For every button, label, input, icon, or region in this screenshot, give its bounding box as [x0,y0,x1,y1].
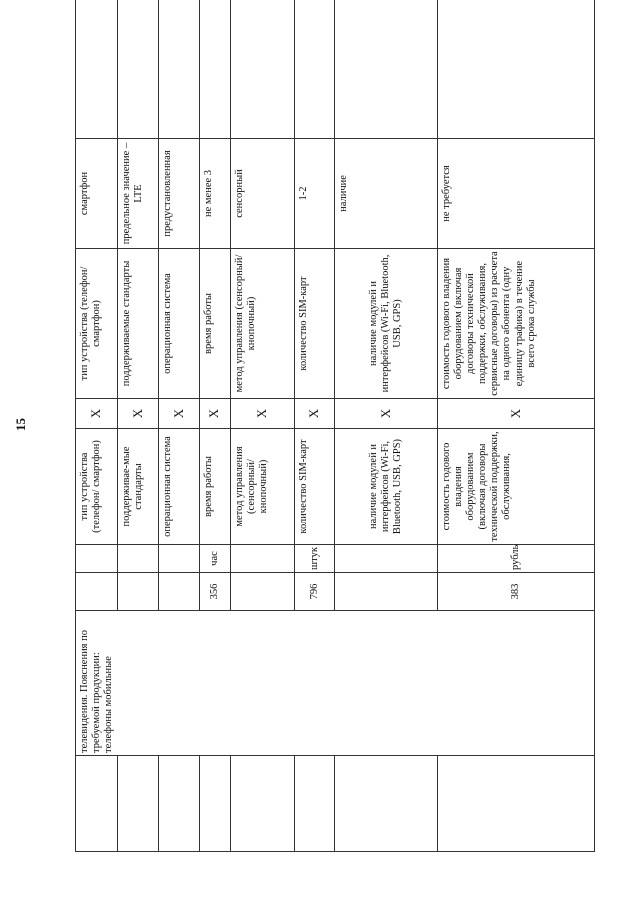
value-cell: сенсорный [230,139,295,249]
characteristic-cell: стоимость годового владения оборудованием (включая договоры технической поддержки, обслуживания, сервисные договоры) из расчета на одного абонента (одну единицу трафика) в течение всего срока службы [438,249,595,399]
mark-cell: X [230,399,295,429]
characteristic-cell: операционная система [159,249,200,399]
page-number: 15 [13,418,28,431]
unit-cell: штук [295,545,335,573]
value-cell: наличие [335,139,438,249]
characteristic-cell: поддерживаемые стандарты [118,249,159,399]
characteristic-cell: тип устройства (телефон/смартфон) [76,249,118,399]
unit-cell: рубль [438,545,595,573]
value-cell: не требуется [438,139,595,249]
mark-cell: X [118,399,159,429]
code-cell: 356 [200,573,230,611]
value-cell: предельное значение – LTE [118,139,159,249]
name-cell: стоимость годового владения оборудованием (включая договоры технической поддержки, обслуживания, [438,429,595,545]
value-cell: 1-2 [295,139,335,249]
mark-cell: X [438,399,595,429]
name-cell: количество SIM-карт [295,429,335,545]
rotated-content [13,0,595,852]
mark-cell: X [76,399,118,429]
value-cell: не менее 3 [200,139,230,249]
characteristic-cell: количество SIM-карт [295,249,335,399]
name-cell: наличие модулей и интерфейсов (Wi-Fi, Bluetooth, USB, GPS) [335,429,438,545]
name-cell: поддерживае-мые стандарты [118,429,159,545]
mark-cell: X [295,399,335,429]
table-row [76,0,118,852]
name-cell: тип устройства (телефон/ смартфон) [76,429,118,545]
value-cell: предустановленная [159,139,200,249]
code-cell: 796 [295,573,335,611]
code-cell: 383 [438,573,595,611]
characteristic-cell: метод управления (сенсорный/ кнопочный) [230,249,295,399]
characteristic-cell: наличие модулей и интерфейсов (Wi-Fi, Bluetooth, USB, GPS) [335,249,438,399]
name-cell: операционная система [159,429,200,545]
mark-cell: X [159,399,200,429]
name-cell: время работы [200,429,230,545]
mark-cell: X [335,399,438,429]
value-cell: смартфон [76,139,118,249]
requirements-table [75,0,595,852]
name-cell: метод управления (сенсорный/ кнопочный) [230,429,295,545]
category-cell: телевидения. Пояснения по требуемой продукции: телефоны мобильные [76,611,595,756]
characteristic-cell: время работы [200,249,230,399]
mark-cell: X [200,399,230,429]
unit-cell: час [200,545,230,573]
